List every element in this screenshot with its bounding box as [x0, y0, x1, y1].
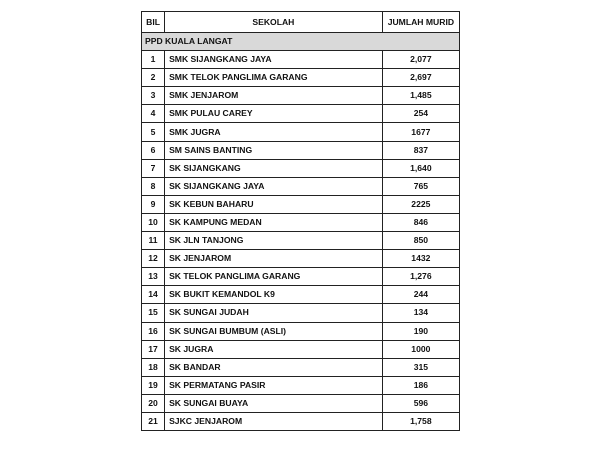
- cell-jumlah-murid: 244: [382, 286, 459, 304]
- cell-sekolah: SK PERMATANG PASIR: [165, 376, 383, 394]
- group-label: PPD KUALA LANGAT: [142, 33, 460, 51]
- school-enrollment-table: [141, 11, 460, 431]
- cell-bil: 18: [142, 358, 165, 376]
- cell-sekolah: SK TELOK PANGLIMA GARANG: [165, 268, 383, 286]
- table-row: [142, 268, 460, 286]
- cell-bil: 3: [142, 87, 165, 105]
- cell-jumlah-murid: 254: [382, 105, 459, 123]
- cell-bil: 15: [142, 304, 165, 322]
- cell-bil: 1: [142, 51, 165, 69]
- cell-sekolah: SMK TELOK PANGLIMA GARANG: [165, 69, 383, 87]
- cell-jumlah-murid: 1,276: [382, 268, 459, 286]
- cell-bil: 9: [142, 195, 165, 213]
- cell-sekolah: SK JUGRA: [165, 340, 383, 358]
- cell-jumlah-murid: 837: [382, 141, 459, 159]
- header-jumlah-murid: JUMLAH MURID: [382, 12, 459, 33]
- cell-jumlah-murid: 1,485: [382, 87, 459, 105]
- cell-sekolah: SK JLN TANJONG: [165, 232, 383, 250]
- cell-jumlah-murid: 2,697: [382, 69, 459, 87]
- table-row: [142, 213, 460, 231]
- cell-bil: 7: [142, 159, 165, 177]
- table-row: [142, 250, 460, 268]
- cell-bil: 17: [142, 340, 165, 358]
- table-row: [142, 394, 460, 412]
- table-row: [142, 322, 460, 340]
- cell-sekolah: SMK JENJAROM: [165, 87, 383, 105]
- cell-sekolah: SK JENJAROM: [165, 250, 383, 268]
- group-row: [142, 33, 460, 51]
- header-sekolah: SEKOLAH: [165, 12, 383, 33]
- cell-jumlah-murid: 1677: [382, 123, 459, 141]
- table-row: [142, 340, 460, 358]
- table-row: [142, 358, 460, 376]
- cell-jumlah-murid: 2,077: [382, 51, 459, 69]
- cell-bil: 6: [142, 141, 165, 159]
- table-row: [142, 195, 460, 213]
- cell-bil: 16: [142, 322, 165, 340]
- cell-bil: 20: [142, 394, 165, 412]
- cell-jumlah-murid: 186: [382, 376, 459, 394]
- cell-sekolah: SK SUNGAI BUMBUM (ASLI): [165, 322, 383, 340]
- cell-jumlah-murid: 190: [382, 322, 459, 340]
- table-row: [142, 141, 460, 159]
- cell-bil: 21: [142, 412, 165, 430]
- cell-sekolah: SK KEBUN BAHARU: [165, 195, 383, 213]
- school-enrollment-document: [141, 11, 460, 431]
- cell-jumlah-murid: 1,758: [382, 412, 459, 430]
- table-row: [142, 51, 460, 69]
- cell-bil: 8: [142, 177, 165, 195]
- table-row: [142, 412, 460, 430]
- cell-jumlah-murid: 596: [382, 394, 459, 412]
- cell-bil: 12: [142, 250, 165, 268]
- table-row: [142, 304, 460, 322]
- table-row: [142, 232, 460, 250]
- cell-bil: 5: [142, 123, 165, 141]
- cell-jumlah-murid: 846: [382, 213, 459, 231]
- cell-jumlah-murid: 850: [382, 232, 459, 250]
- cell-jumlah-murid: 1,640: [382, 159, 459, 177]
- cell-bil: 10: [142, 213, 165, 231]
- header-row: [142, 12, 460, 33]
- cell-jumlah-murid: 315: [382, 358, 459, 376]
- table-row: [142, 87, 460, 105]
- table-row: [142, 376, 460, 394]
- table-row: [142, 69, 460, 87]
- cell-bil: 11: [142, 232, 165, 250]
- cell-sekolah: SJKC JENJAROM: [165, 412, 383, 430]
- cell-bil: 14: [142, 286, 165, 304]
- table-row: [142, 105, 460, 123]
- cell-bil: 4: [142, 105, 165, 123]
- table-row: [142, 123, 460, 141]
- cell-bil: 2: [142, 69, 165, 87]
- cell-bil: 19: [142, 376, 165, 394]
- cell-sekolah: SMK SIJANGKANG JAYA: [165, 51, 383, 69]
- cell-sekolah: SK SIJANGKANG: [165, 159, 383, 177]
- cell-jumlah-murid: 1000: [382, 340, 459, 358]
- table-row: [142, 159, 460, 177]
- cell-jumlah-murid: 1432: [382, 250, 459, 268]
- cell-sekolah: SK BUKIT KEMANDOL K9: [165, 286, 383, 304]
- header-bil: BIL: [142, 12, 165, 33]
- cell-jumlah-murid: 2225: [382, 195, 459, 213]
- cell-sekolah: SK KAMPUNG MEDAN: [165, 213, 383, 231]
- cell-sekolah: SK BANDAR: [165, 358, 383, 376]
- cell-sekolah: SK SUNGAI JUDAH: [165, 304, 383, 322]
- table-row: [142, 286, 460, 304]
- cell-sekolah: SM SAINS BANTING: [165, 141, 383, 159]
- cell-sekolah: SK SIJANGKANG JAYA: [165, 177, 383, 195]
- table-body: [142, 33, 460, 431]
- cell-sekolah: SMK JUGRA: [165, 123, 383, 141]
- table-header: [142, 12, 460, 33]
- cell-sekolah: SMK PULAU CAREY: [165, 105, 383, 123]
- table-row: [142, 177, 460, 195]
- cell-jumlah-murid: 765: [382, 177, 459, 195]
- cell-jumlah-murid: 134: [382, 304, 459, 322]
- cell-sekolah: SK SUNGAI BUAYA: [165, 394, 383, 412]
- cell-bil: 13: [142, 268, 165, 286]
